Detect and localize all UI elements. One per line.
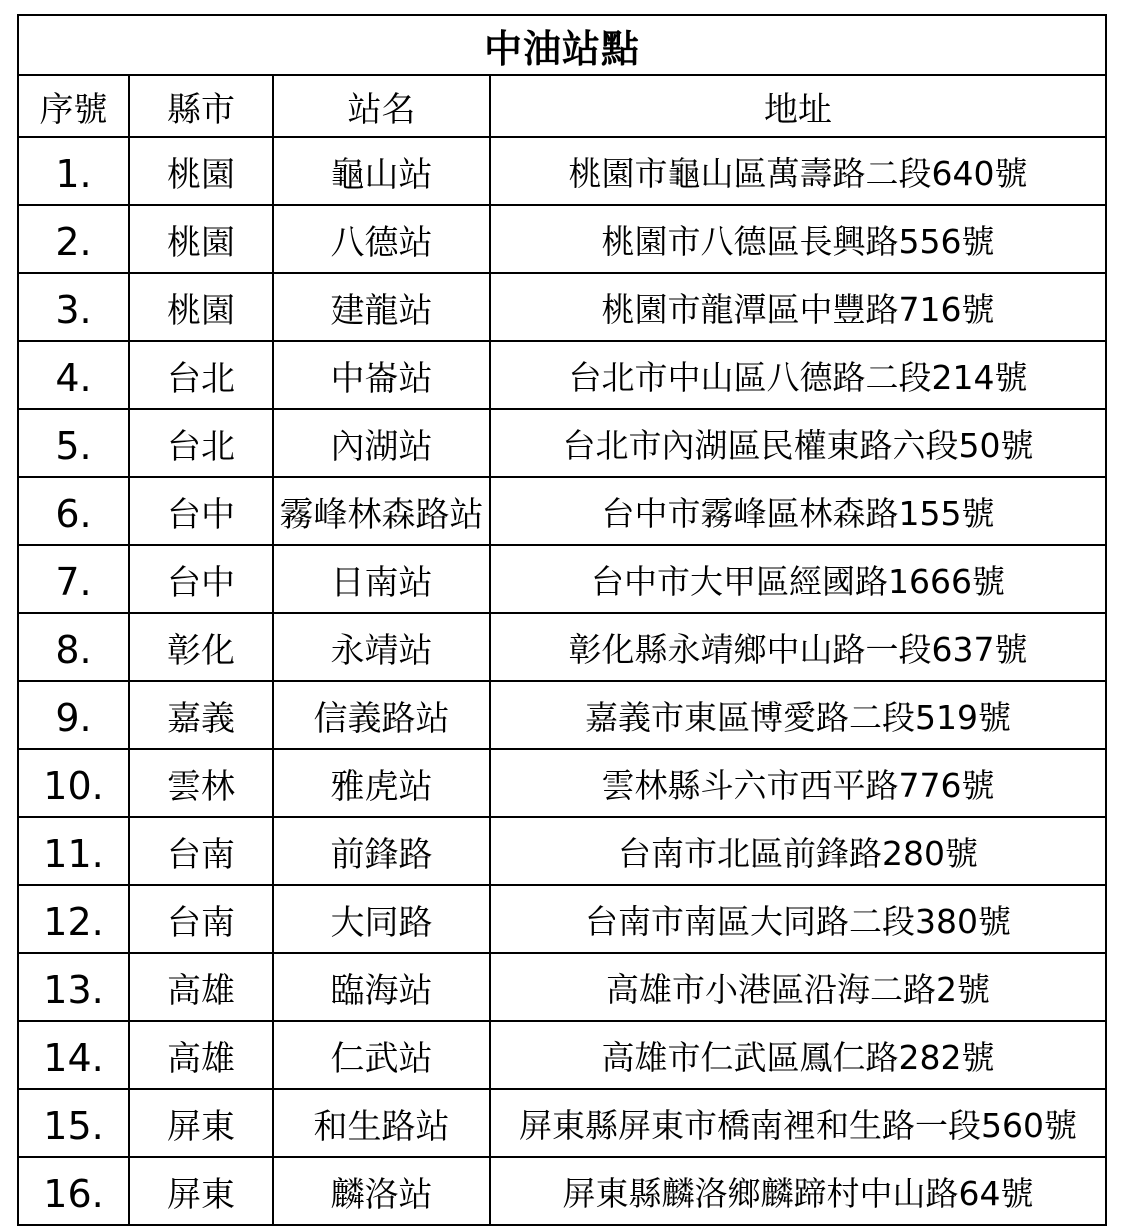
cell-station: 永靖站 [273,613,490,681]
cell-station: 大同路 [273,885,490,953]
table-row [18,409,1106,477]
cell-city: 高雄 [129,953,273,1021]
cell-city: 桃園 [129,273,273,341]
cell-station: 麟洛站 [273,1157,490,1225]
table-row [18,477,1106,545]
cell-address: 台北市中山區八德路二段214號 [490,341,1106,409]
table-row [18,1021,1106,1089]
cell-city: 台中 [129,545,273,613]
cell-station: 前鋒路 [273,817,490,885]
cell-number: 1. [18,137,129,205]
cell-number: 6. [18,477,129,545]
station-table [17,14,1107,1226]
table-title: 中油站點 [18,15,1106,75]
table-row [18,545,1106,613]
table-row [18,1089,1106,1157]
cell-city: 桃園 [129,205,273,273]
cell-station: 日南站 [273,545,490,613]
cell-number: 13. [18,953,129,1021]
cell-number: 9. [18,681,129,749]
header-address: 地址 [490,75,1106,137]
cell-station: 雅虎站 [273,749,490,817]
cell-station: 霧峰林森路站 [273,477,490,545]
cell-address: 台南市南區大同路二段380號 [490,885,1106,953]
cell-number: 5. [18,409,129,477]
cell-city: 台南 [129,885,273,953]
cell-city: 屏東 [129,1157,273,1225]
cell-station: 臨海站 [273,953,490,1021]
table-row [18,341,1106,409]
cell-station: 龜山站 [273,137,490,205]
cell-station: 和生路站 [273,1089,490,1157]
cell-number: 3. [18,273,129,341]
cell-address: 彰化縣永靖鄉中山路一段637號 [490,613,1106,681]
cell-city: 台南 [129,817,273,885]
cell-number: 10. [18,749,129,817]
cell-address: 高雄市小港區沿海二路2號 [490,953,1106,1021]
header-row [18,75,1106,137]
header-station: 站名 [273,75,490,137]
cell-number: 2. [18,205,129,273]
cell-city: 台北 [129,409,273,477]
cell-city: 高雄 [129,1021,273,1089]
cell-number: 16. [18,1157,129,1225]
table-row [18,137,1106,205]
table-row [18,205,1106,273]
header-number: 序號 [18,75,129,137]
table-title-row [18,15,1106,75]
cell-number: 4. [18,341,129,409]
cell-city: 雲林 [129,749,273,817]
table-row [18,273,1106,341]
cell-number: 11. [18,817,129,885]
cell-number: 14. [18,1021,129,1089]
cell-address: 高雄市仁武區鳳仁路282號 [490,1021,1106,1089]
cell-city: 屏東 [129,1089,273,1157]
cell-number: 15. [18,1089,129,1157]
table-row [18,681,1106,749]
cell-address: 屏東縣麟洛鄉麟蹄村中山路64號 [490,1157,1106,1225]
cell-station: 仁武站 [273,1021,490,1089]
cell-address: 桃園市龜山區萬壽路二段640號 [490,137,1106,205]
cell-address: 台中市大甲區經國路1666號 [490,545,1106,613]
cell-station: 建龍站 [273,273,490,341]
table-row [18,1157,1106,1225]
table-row [18,953,1106,1021]
station-table-sheet [17,14,1105,1216]
cell-number: 12. [18,885,129,953]
cell-address: 雲林縣斗六市西平路776號 [490,749,1106,817]
cell-address: 台南市北區前鋒路280號 [490,817,1106,885]
cell-city: 台中 [129,477,273,545]
header-city: 縣市 [129,75,273,137]
cell-city: 彰化 [129,613,273,681]
cell-address: 桃園市龍潭區中豐路716號 [490,273,1106,341]
cell-station: 信義路站 [273,681,490,749]
cell-city: 嘉義 [129,681,273,749]
table-row [18,749,1106,817]
table-row [18,817,1106,885]
cell-address: 台中市霧峰區林森路155號 [490,477,1106,545]
cell-address: 屏東縣屏東市橋南裡和生路一段560號 [490,1089,1106,1157]
cell-address: 台北市內湖區民權東路六段50號 [490,409,1106,477]
table-row [18,885,1106,953]
cell-address: 桃園市八德區長興路556號 [490,205,1106,273]
cell-city: 台北 [129,341,273,409]
cell-city: 桃園 [129,137,273,205]
cell-number: 7. [18,545,129,613]
cell-number: 8. [18,613,129,681]
cell-station: 中崙站 [273,341,490,409]
cell-station: 八德站 [273,205,490,273]
cell-station: 內湖站 [273,409,490,477]
cell-address: 嘉義市東區博愛路二段519號 [490,681,1106,749]
table-row [18,613,1106,681]
